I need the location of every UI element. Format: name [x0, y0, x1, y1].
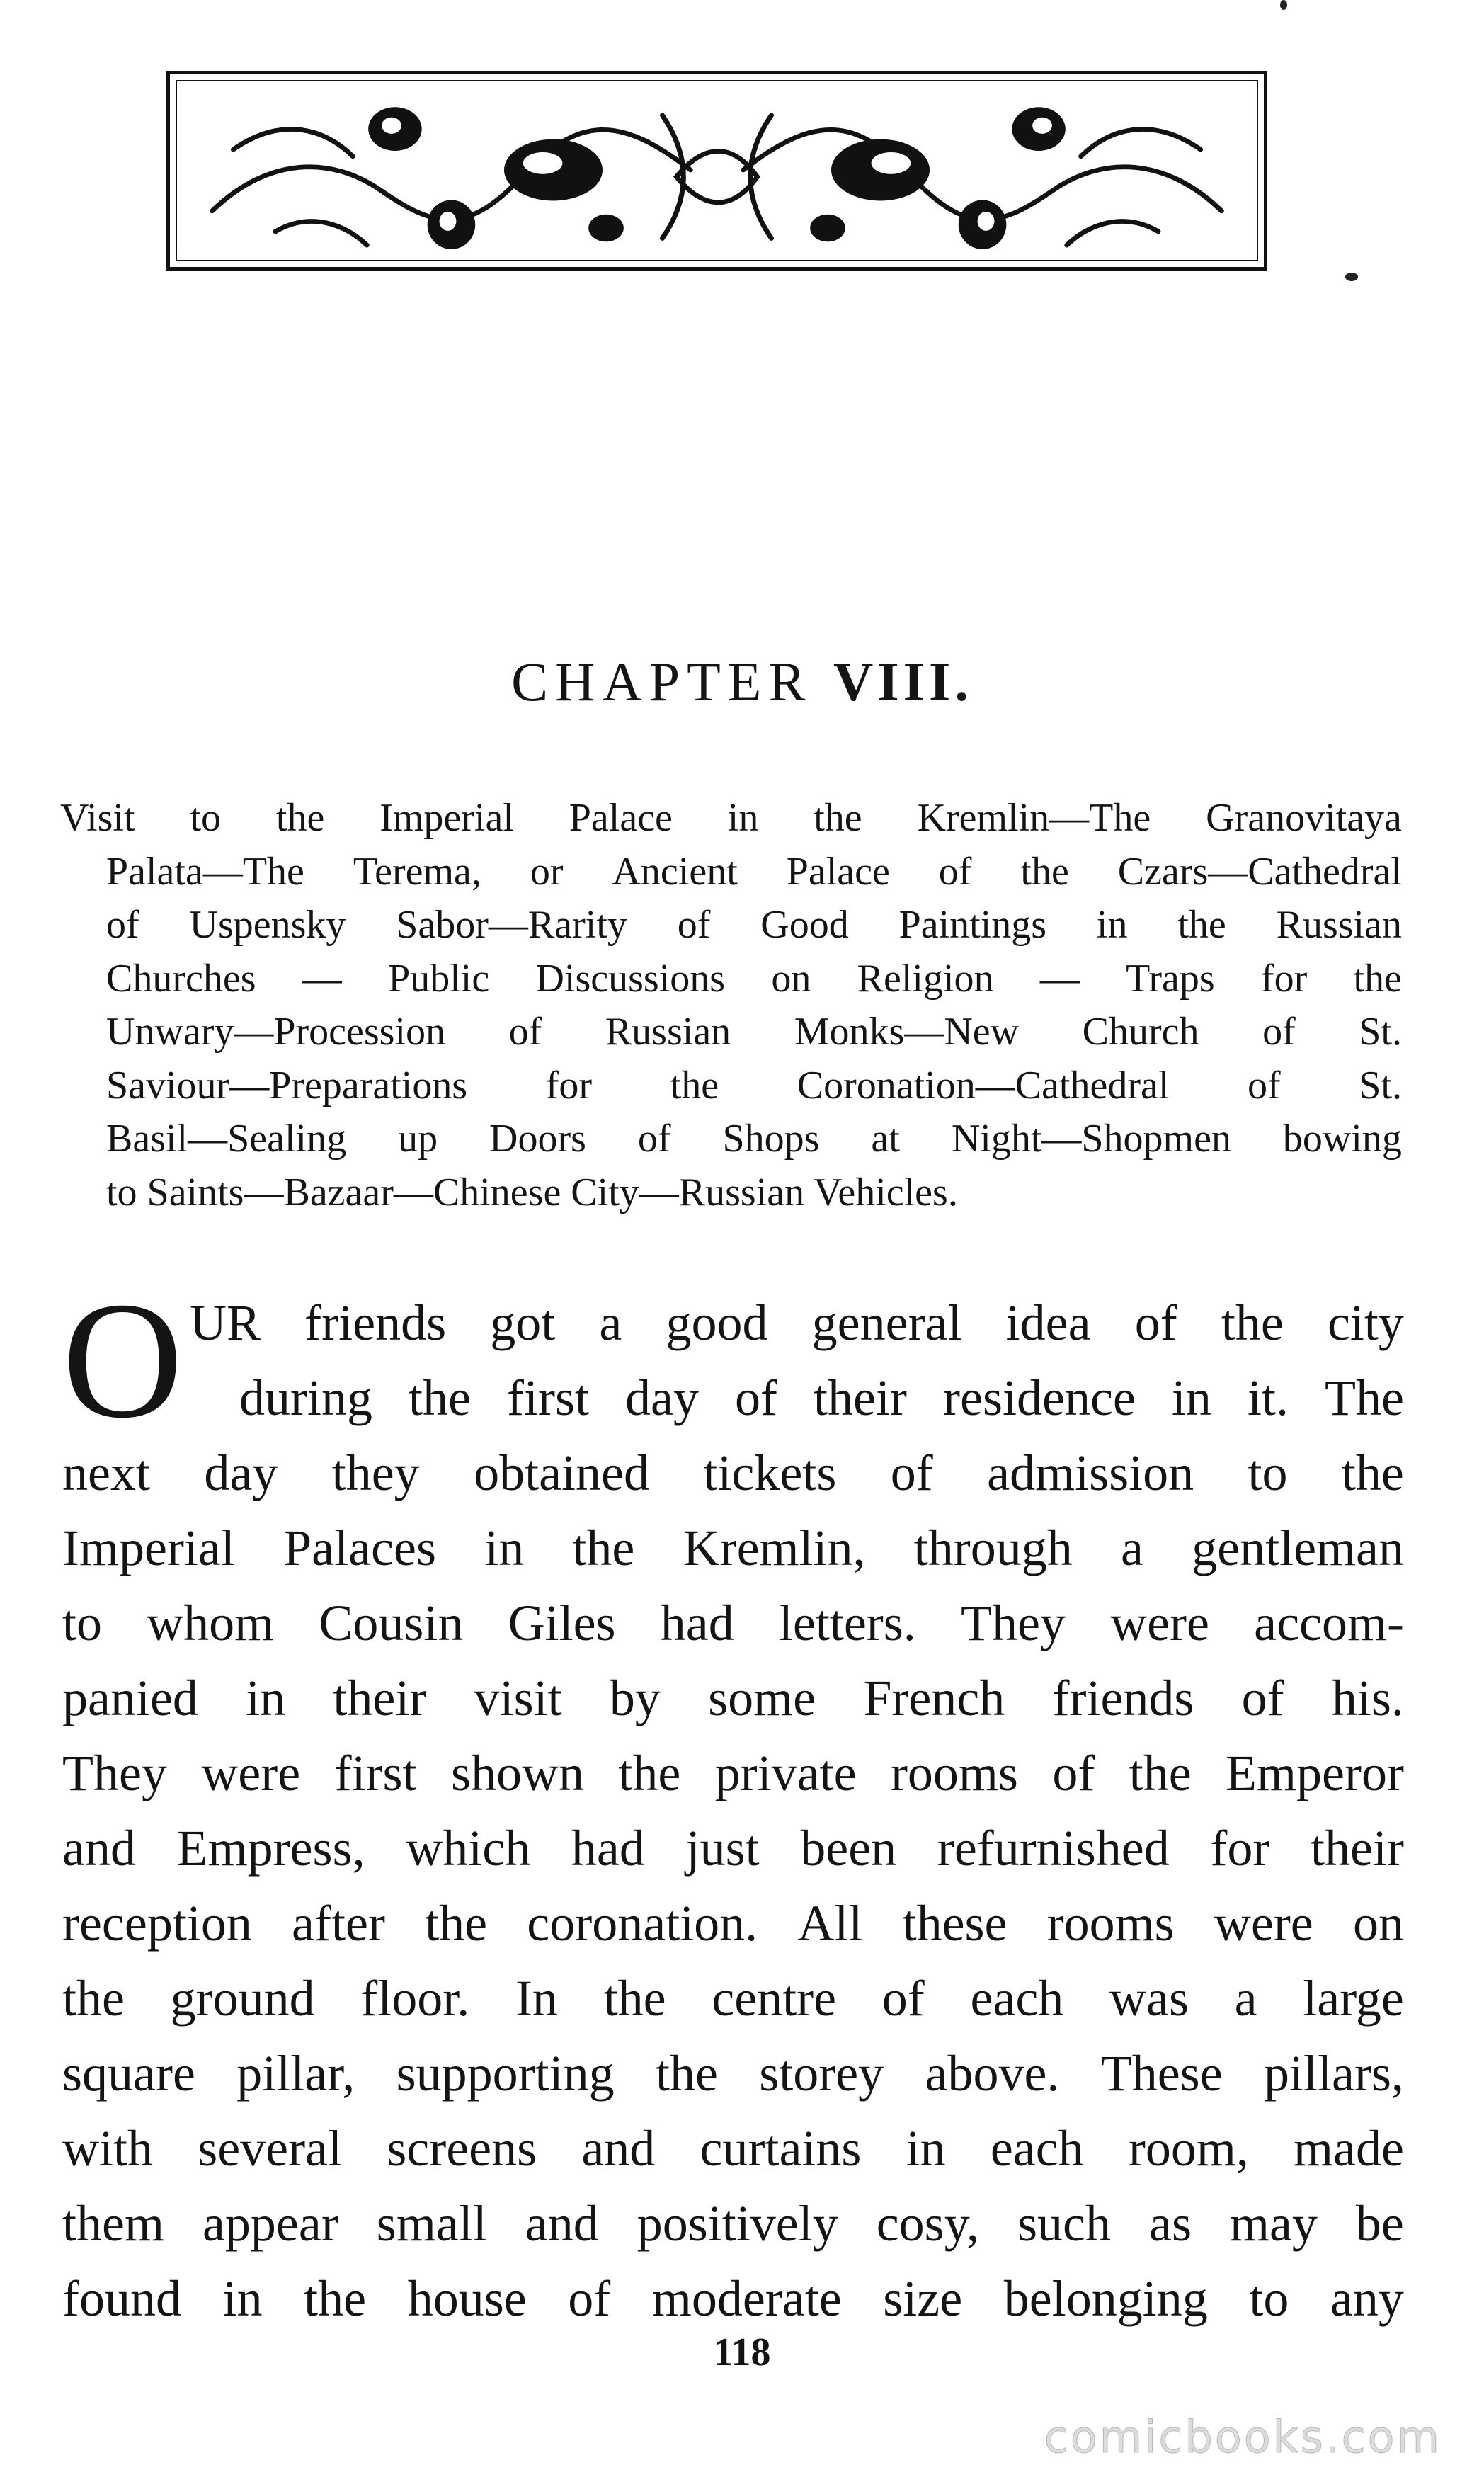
synopsis-line: Churches — Public Discussions on Religion — Traps for the [106, 956, 1402, 1001]
body-line: with several screens and curtains in each room, made [62, 2120, 1404, 2177]
body-line: and Empress, which had just been refurnished for their [62, 1820, 1404, 1877]
watermark: comicbooks.com [1044, 2411, 1442, 2463]
body-line: panied in their visit by some French friends of his. [62, 1670, 1404, 1726]
drop-cap: O [62, 1268, 183, 1453]
chapter-number: VIII. [833, 651, 973, 712]
ink-speck [1345, 273, 1358, 281]
body-line: during the first day of their residence in it. The [239, 1370, 1404, 1426]
body-paragraph [62, 1268, 1404, 2336]
body-line: them appear small and positively cosy, such as may be [62, 2195, 1404, 2252]
synopsis-line: Visit to the Imperial Palace in the Kremlin—The Granovitaya [60, 796, 1402, 840]
body-line: They were first shown the private rooms of the Emperor [62, 1745, 1404, 1801]
floral-ornament-icon [170, 74, 1264, 267]
decorative-headpiece [166, 71, 1267, 271]
body-line: reception after the coronation. All these rooms were on [62, 1895, 1404, 1952]
synopsis-line: Unwary—Procession of Russian Monks—New Church of St. [106, 1010, 1402, 1054]
page-number: 118 [713, 2330, 771, 2374]
synopsis-line: to Saints—Bazaar—Chinese City—Russian Vehicles. [106, 1170, 958, 1214]
synopsis-line: Palata—The Terema, or Ancient Palace of the Czars—Cathedral [106, 849, 1402, 894]
body-line: the ground floor. In the centre of each was a large [62, 1970, 1404, 2027]
synopsis-line: Saviour—Preparations for the Coronation—Cathedral of St. [106, 1063, 1402, 1107]
body-line: Imperial Palaces in the Kremlin, through a gentleman [62, 1520, 1404, 1576]
chapter-label: CHAPTER [511, 651, 813, 712]
synopsis-line: of Uspensky Sabor—Rarity of Good Paintings in the Russian [106, 903, 1402, 947]
body-line: square pillar, supporting the storey above. These pillars, [62, 2045, 1404, 2102]
body-line: to whom Cousin Giles had letters. They were accom- [62, 1595, 1404, 1651]
body-line: next day they obtained tickets of admission to the [62, 1445, 1404, 1501]
chapter-heading [0, 650, 1484, 714]
synopsis-line: Basil—Sealing up Doors of Shops at Night—Shopmen bowing [106, 1117, 1402, 1161]
chapter-synopsis [60, 792, 1402, 1219]
body-line: found in the house of moderate size belonging to any [62, 2270, 1404, 2327]
body-line: UR friends got a good general idea of the city [190, 1294, 1404, 1351]
ink-speck [1280, 0, 1287, 10]
